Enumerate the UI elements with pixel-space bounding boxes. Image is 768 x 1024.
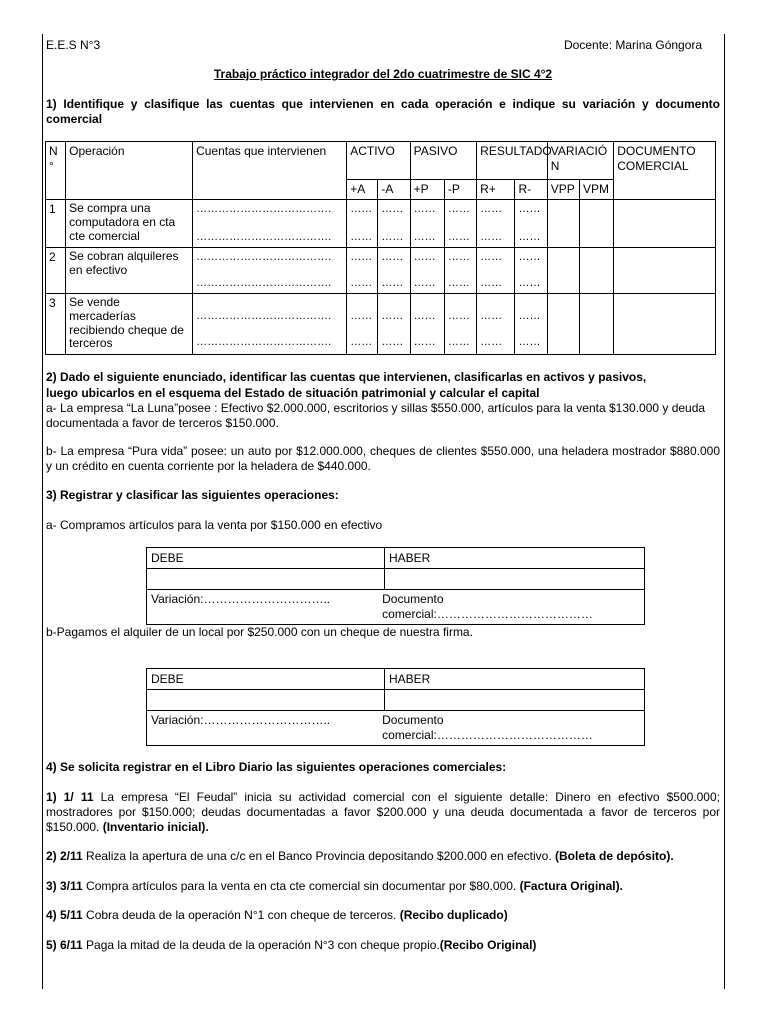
cell-minus-p	[444, 200, 476, 248]
ledger-table-b	[146, 668, 645, 746]
row-accounts	[193, 200, 347, 248]
q4-item-text: Realiza la apertura de una c/c en el Banco Provincia depositando $200.000 en efectivo.	[82, 849, 552, 863]
q3-item-a: a- Compramos artículos para la venta por $150.000 en efectivo	[46, 518, 383, 532]
variacion-field: Variación:…………………………..	[151, 592, 331, 606]
cell-vpp	[547, 248, 579, 294]
subheader-minus-a: -A	[378, 180, 410, 200]
subheader-vpp: VPP	[547, 180, 579, 200]
subheader-r-minus: R-	[515, 180, 547, 200]
q2-heading-line1: 2) Dado el siguiente enunciado, identificar las cuentas que intervienen, clasificarlas en activos y pasivos,	[46, 370, 647, 384]
cell-documento	[614, 248, 716, 294]
dots-line: ……	[518, 251, 541, 263]
debe-header: DEBE	[147, 669, 385, 690]
row-operation: Se vende mercaderías recibiendo cheque de terceros	[66, 294, 193, 355]
right-margin-line	[724, 34, 725, 989]
cell-minus-p	[444, 294, 476, 355]
row-accounts	[193, 294, 347, 355]
dots-line: ……………………………….	[196, 310, 332, 322]
dots-line: ……	[518, 203, 541, 215]
dots-line: ……	[350, 251, 373, 263]
debe-cell[interactable]	[147, 690, 385, 711]
dots-line: ……	[350, 335, 373, 348]
dots-line: ……………………………….	[196, 276, 332, 289]
documento-field: Documento comercial:…………………………………	[382, 592, 593, 621]
cell-r-plus	[477, 294, 515, 355]
dots-line: ……	[413, 276, 436, 289]
cell-minus-a	[378, 248, 410, 294]
col-header-operation: Operación	[66, 142, 193, 200]
row-operation: Se compra una computadora en cta cte comercial	[66, 200, 193, 248]
subheader-vpm: VPM	[579, 180, 613, 200]
subheader-plus-a: +A	[347, 180, 378, 200]
dots-line: ……	[518, 276, 541, 289]
dots-line: ……………………………….	[196, 203, 332, 215]
q2-item-b: b- La empresa “Pura vida” posee: un auto por $12.000.000, cheques de clientes $550.000, una heladera mostrador $880.000 y un crédito en cuenta corriente por la heladera de $440.000.	[46, 444, 720, 473]
q4-item-text: Cobra deuda de la operación N°1 con cheque de terceros.	[82, 908, 397, 922]
ledger-footer	[147, 590, 645, 625]
dots-line: ……	[350, 203, 373, 215]
col-header-activo: ACTIVO	[347, 142, 410, 180]
dots-line: ……	[480, 276, 503, 289]
row-num: 1	[46, 200, 66, 248]
cell-r-plus	[477, 248, 515, 294]
table-row	[46, 294, 716, 355]
q4-item-date: 5) 6/11	[46, 938, 83, 952]
q4-item-text: Compra artículos para la venta en cta cte comercial sin documentar por $80.000.	[82, 879, 517, 893]
cell-vpp	[547, 294, 579, 355]
col-header-num: N °	[46, 142, 66, 200]
haber-cell[interactable]	[385, 690, 645, 711]
q4-item-doc: (Recibo Original)	[439, 938, 537, 952]
dots-line: ……………………………….	[196, 230, 332, 243]
q2-heading-line2: luego ubicarlos en el esquema del Estado de situación patrimonial y calcular el capital	[46, 386, 540, 400]
row-operation: Se cobran alquileres en efectivo	[66, 248, 193, 294]
dots-line: ……………………………….	[196, 251, 332, 263]
dots-line: ……	[480, 230, 503, 243]
subheader-plus-p: +P	[410, 180, 444, 200]
document-title: Trabajo práctico integrador del 2do cuatrimestre de SIC 4°2	[213, 67, 553, 81]
variacion-field: Variación:…………………………..	[151, 713, 331, 727]
dots-line: ……	[518, 335, 541, 348]
cell-r-plus	[477, 200, 515, 248]
cell-vpm	[579, 248, 613, 294]
row-num: 2	[46, 248, 66, 294]
dots-line: ……	[381, 335, 404, 348]
dots-line: ……	[447, 335, 470, 348]
dots-line: ……	[381, 310, 404, 322]
q4-item-date: 4) 5/11	[46, 908, 83, 922]
cell-plus-p	[410, 294, 444, 355]
cell-r-minus	[515, 248, 547, 294]
dots-line: ……	[447, 276, 470, 289]
dots-line: ……	[447, 251, 470, 263]
q2-item-a: a- La empresa “La Luna”posee : Efectivo $2.000.000, escritorios y sillas $550.000, artículos para la venta $130.000 y deuda documentada a favor de terceros $150.000.	[46, 401, 706, 430]
haber-header: HABER	[385, 669, 645, 690]
cell-vpm	[579, 294, 613, 355]
dots-line: ……	[480, 203, 503, 215]
row-num: 3	[46, 294, 66, 355]
cell-minus-a	[378, 200, 410, 248]
cell-r-minus	[515, 294, 547, 355]
q1-heading: 1) Identifique y clasifique las cuentas que intervienen en cada operación e indique su variación y documento comercial	[46, 97, 720, 126]
q3-heading: 3) Registrar y clasificar las siguientes operaciones:	[46, 488, 339, 502]
documento-field: Documento comercial:…………………………………	[382, 713, 593, 742]
col-header-pasivo: PASIVO	[410, 142, 477, 180]
subheader-minus-p: -P	[444, 180, 476, 200]
cell-minus-a	[378, 294, 410, 355]
q4-item-date: 3) 3/11	[46, 879, 83, 893]
dots-line: ……	[518, 310, 541, 322]
dots-line: ……	[413, 251, 436, 263]
q4-item-1	[46, 790, 720, 835]
left-margin-line	[42, 34, 43, 989]
dots-line: ……	[447, 310, 470, 322]
col-header-variacion: VARIACIÓN	[547, 142, 613, 180]
dots-line: ……	[381, 251, 404, 263]
table-row	[46, 248, 716, 294]
cell-plus-a	[347, 200, 378, 248]
debe-cell[interactable]	[147, 569, 385, 590]
q4-item-date: 2) 2/11	[46, 849, 83, 863]
cell-documento	[614, 200, 716, 248]
haber-header: HABER	[385, 548, 645, 569]
dots-line: ……………………………….	[196, 335, 332, 348]
dots-line: ……	[480, 310, 503, 322]
q4-item-2	[46, 849, 720, 864]
q4-item-text: Paga la mitad de la deuda de la operación N°3 con cheque propio.	[82, 938, 440, 952]
q4-heading: 4) Se solicita registrar en el Libro Diario las siguientes operaciones comerciales:	[46, 760, 507, 774]
dots-line: ……	[413, 230, 436, 243]
cell-plus-p	[410, 200, 444, 248]
q4-item-4	[46, 908, 720, 923]
cell-plus-p	[410, 248, 444, 294]
cell-vpm	[579, 200, 613, 248]
q4-item-doc: (Inventario inicial).	[99, 820, 209, 834]
haber-cell[interactable]	[385, 569, 645, 590]
dots-line: ……	[350, 230, 373, 243]
q1-table	[45, 141, 716, 355]
dots-line: ……	[518, 230, 541, 243]
subheader-r-plus: R+	[477, 180, 515, 200]
q4-item-text: La empresa “El Feudal” inicia su actividad comercial con el siguiente detalle: Dinero en efectivo $500.000; mostradores por $150.000; deudas documentadas a favor $200.000 y una deuda documentada a favor de terceros por $150.000.	[46, 790, 720, 834]
q4-item-3	[46, 879, 720, 894]
cell-plus-a	[347, 294, 378, 355]
table-row	[46, 200, 716, 248]
q4-item-date: 1) 1/ 11	[46, 790, 94, 804]
dots-line: ……	[350, 276, 373, 289]
dots-line: ……	[447, 230, 470, 243]
ledger-table-a	[146, 547, 645, 625]
school-name: E.E.S N°3	[46, 38, 101, 52]
q4-item-doc: (Boleta de depósito).	[551, 849, 674, 863]
dots-line: ……	[447, 203, 470, 215]
dots-line: ……	[381, 230, 404, 243]
col-header-documento: DOCUMENTO COMERCIAL	[614, 142, 716, 200]
dots-line: ……	[480, 251, 503, 263]
dots-line: ……	[413, 310, 436, 322]
col-header-accounts: Cuentas que intervienen	[193, 142, 347, 200]
ledger-footer	[147, 711, 645, 746]
dots-line: ……	[381, 276, 404, 289]
cell-minus-p	[444, 248, 476, 294]
cell-r-minus	[515, 200, 547, 248]
col-header-resultado: RESULTADO	[477, 142, 548, 180]
debe-header: DEBE	[147, 548, 385, 569]
dots-line: ……	[480, 335, 503, 348]
dots-line: ……	[413, 335, 436, 348]
cell-vpp	[547, 200, 579, 248]
dots-line: ……	[413, 203, 436, 215]
q4-item-doc: (Recibo duplicado)	[396, 908, 508, 922]
dots-line: ……	[381, 203, 404, 215]
q4-item-5	[46, 938, 720, 953]
dots-line: ……	[350, 310, 373, 322]
cell-plus-a	[347, 248, 378, 294]
row-accounts	[193, 248, 347, 294]
teacher-name: Docente: Marina Góngora	[564, 38, 703, 52]
q3-item-b: b-Pagamos el alquiler de un local por $250.000 con un cheque de nuestra firma.	[46, 625, 473, 639]
cell-documento	[614, 294, 716, 355]
q4-item-doc: (Factura Original).	[516, 879, 623, 893]
